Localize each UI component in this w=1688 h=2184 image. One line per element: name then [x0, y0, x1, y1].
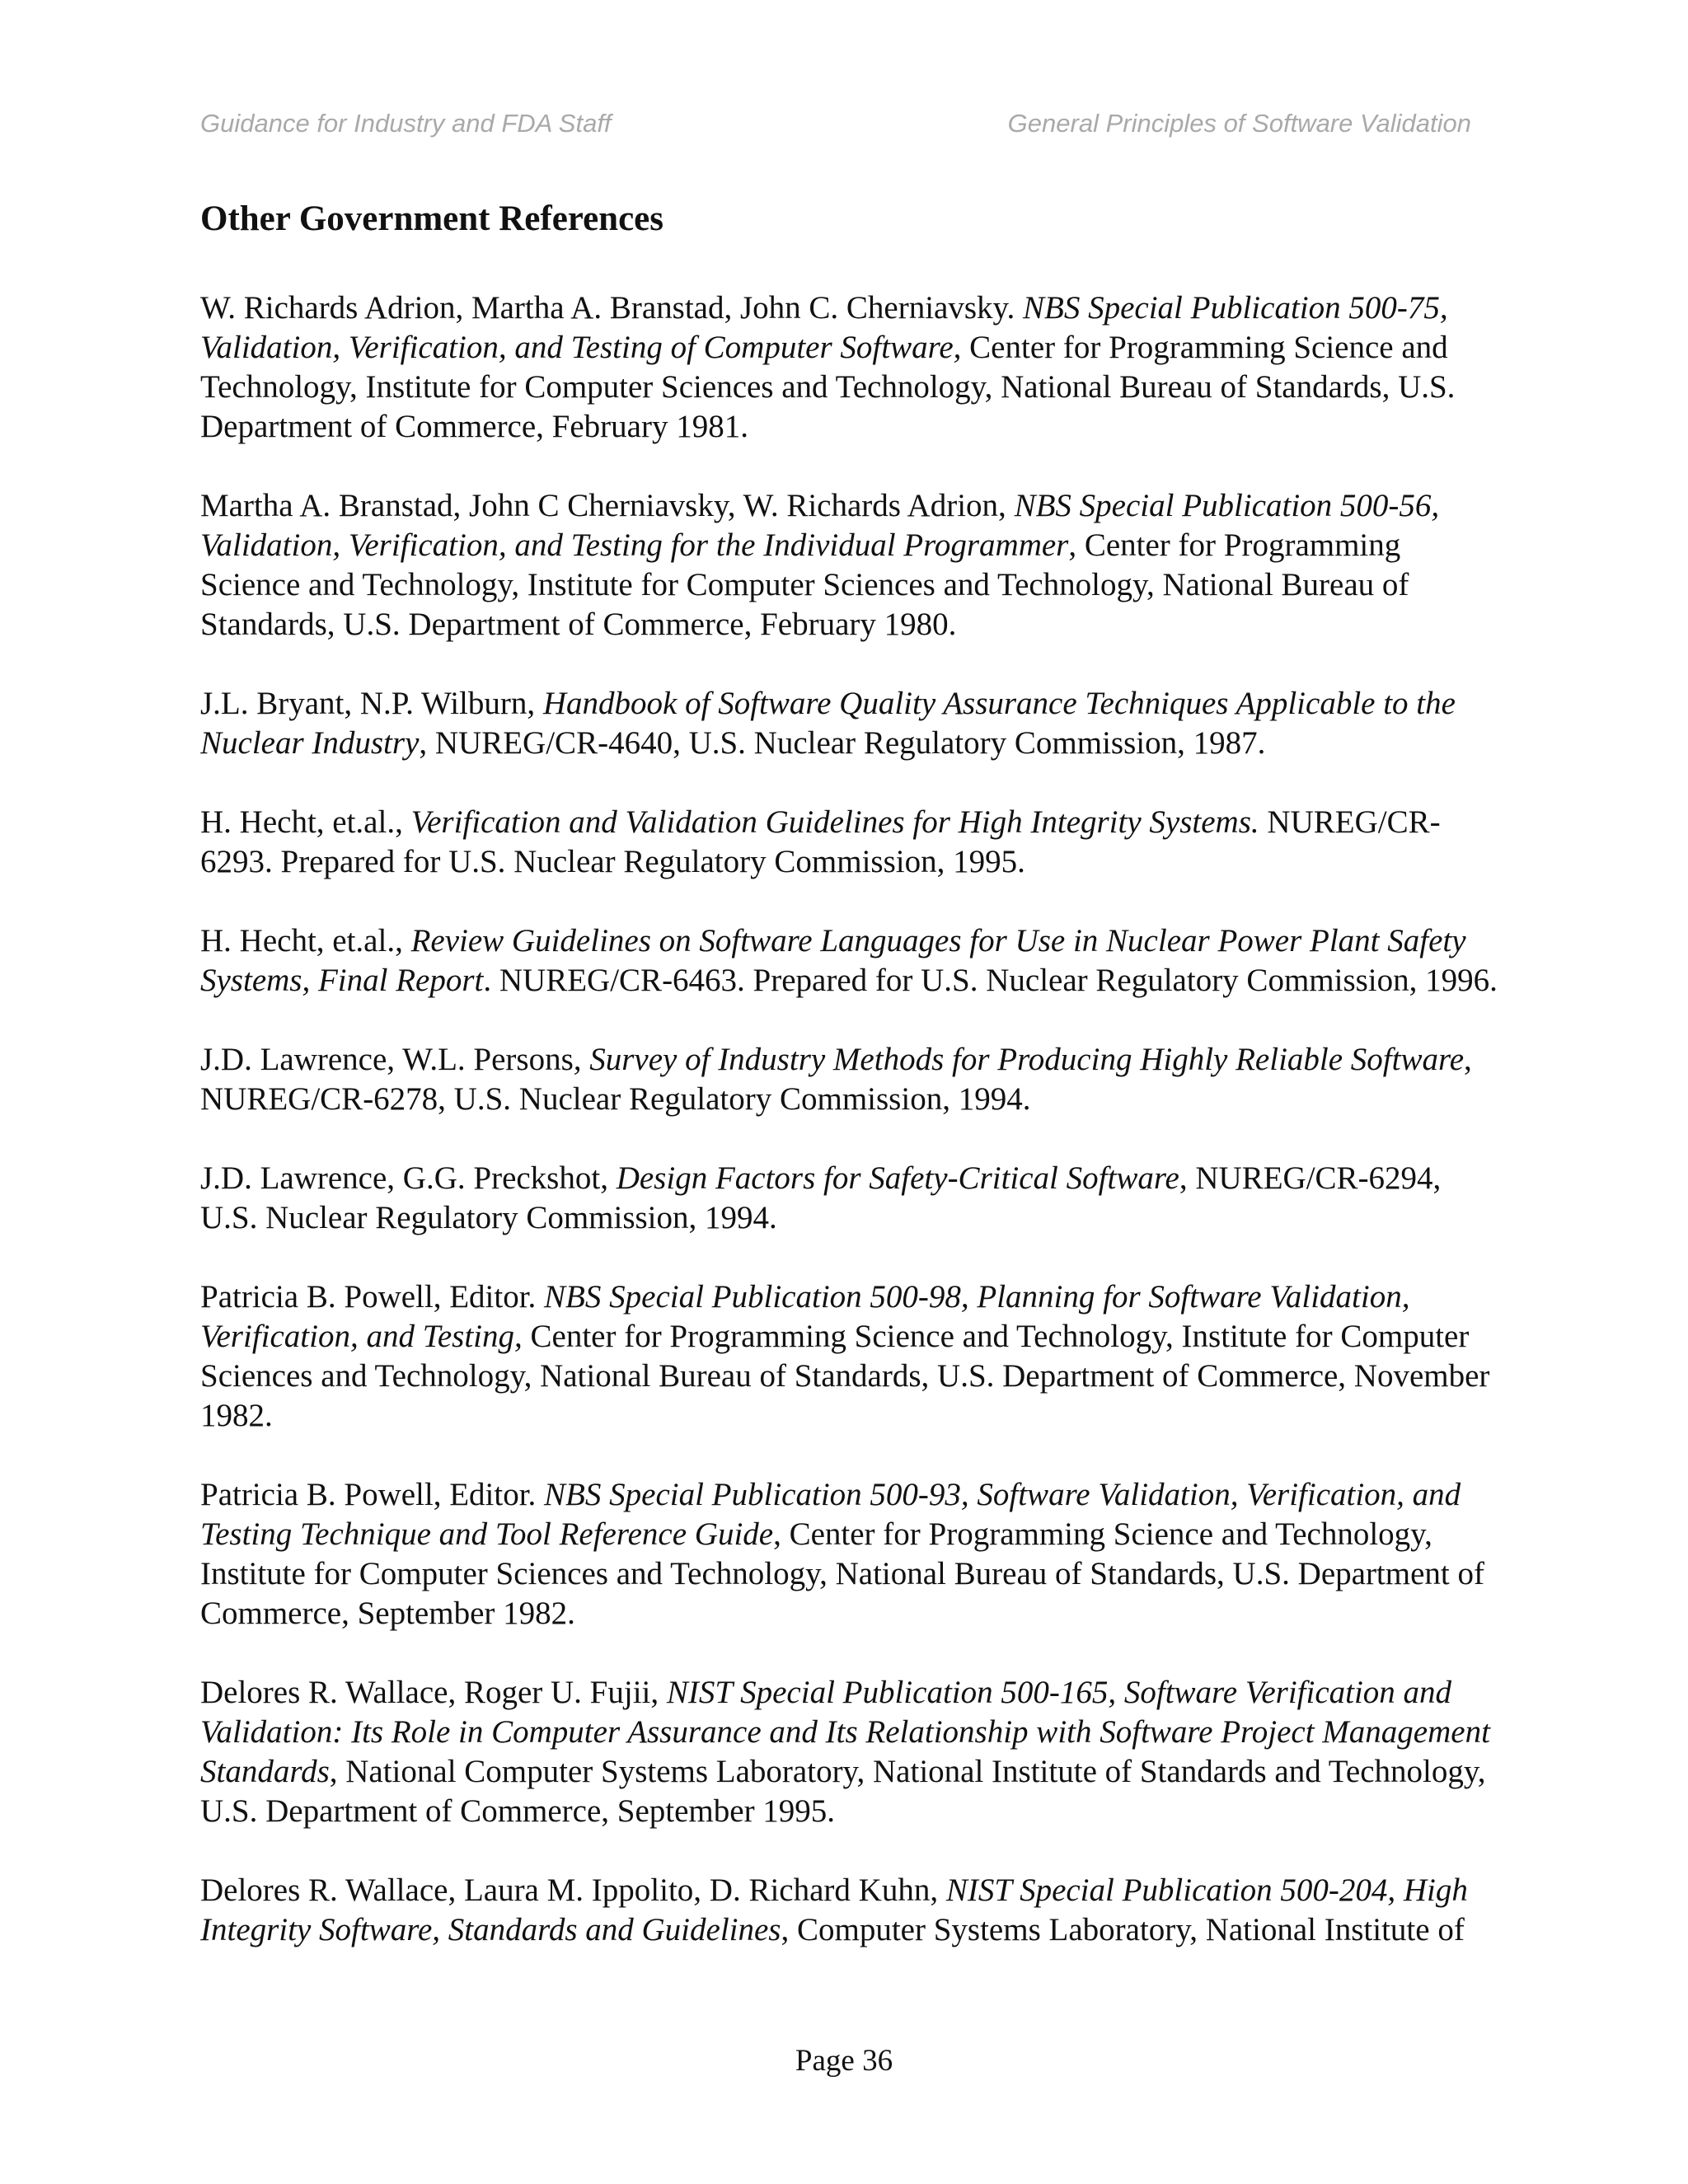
- reference-authors: J.D. Lawrence, G.G. Preckshot,: [200, 1160, 617, 1196]
- reference-authors: H. Hecht, et.al.,: [200, 804, 411, 840]
- reference-item: [200, 1673, 1503, 1831]
- reference-publisher: . NUREG/CR-6463. Prepared for U.S. Nuclear Regulatory Commission, 1996.: [483, 963, 1498, 998]
- reference-title: NBS Special Publication 500-93, Software Validation, Verification, and Testing Technique and Tool Reference Guide: [200, 1477, 1461, 1552]
- reference-item: [200, 288, 1503, 447]
- reference-authors: Patricia B. Powell, Editor.: [200, 1279, 545, 1315]
- reference-publisher: , Center for Programming Science and Technology, Institute for Computer Sciences and Technology, National Bureau of Standards, U.S. Department of Commerce, February 1980.: [200, 527, 1409, 642]
- reference-publisher: , NUREG/CR-4640, U.S. Nuclear Regulatory Commission, 1987.: [419, 725, 1266, 761]
- reference-title: Verification and Validation Guidelines for High Integrity Systems.: [410, 804, 1259, 840]
- reference-item: [200, 1277, 1503, 1436]
- reference-publisher: , NUREG/CR-6294, U.S. Nuclear Regulatory Commission, 1994.: [200, 1160, 1442, 1235]
- reference-title: NIST Special Publication 500-204, High Integrity Software, Standards and Guidelines: [200, 1872, 1468, 1947]
- reference-item: [200, 486, 1503, 644]
- page-number: Page 36: [795, 2044, 893, 2078]
- reference-title: , Survey of Industry Methods for Producing Highly Reliable Software: [573, 1042, 1465, 1077]
- reference-authors: Martha A. Branstad, John C Cherniavsky, W. Richards Adrion,: [200, 488, 1015, 523]
- reference-authors: Delores R. Wallace, Laura M. Ippolito, D. Richard Kuhn,: [200, 1872, 946, 1908]
- reference-item: [200, 803, 1503, 882]
- reference-publisher: , National Computer Systems Laboratory, National Institute of Standards and Technology, U.S. Department of Commerce, September 1995.: [200, 1754, 1486, 1829]
- reference-publisher: NUREG/CR-6293. Prepared for U.S. Nuclear Regulatory Commission, 1995.: [200, 804, 1441, 879]
- header-document-title: Guidance for Industry and FDA Staff: [200, 109, 612, 138]
- reference-publisher: Center for Programming Science and Technology, Institute for Computer Sciences and Technology, National Bureau of Standards, U.S. Department of Commerce, February 1981.: [200, 330, 1456, 444]
- reference-title: NIST Special Publication 500-165, Software Verification and Validation: Its Role in Computer Assurance and Its Relationship with Software Project Management Standards: [200, 1675, 1490, 1789]
- reference-list: [200, 288, 1503, 1994]
- reference-authors: Patricia B. Powell, Editor.: [200, 1477, 545, 1512]
- reference-item: [200, 1159, 1503, 1238]
- reference-title: Handbook of Software Quality Assurance Techniques Applicable to the Nuclear Industry: [200, 686, 1456, 761]
- reference-item: [200, 921, 1503, 1001]
- reference-publisher: Center for Programming Science and Technology, Institute for Computer Sciences and Technology, National Bureau of Standards, U.S. Department of Commerce, November 1982.: [200, 1319, 1490, 1433]
- header-document-subject: General Principles of Software Validation: [1007, 109, 1471, 138]
- running-header: [200, 109, 1471, 145]
- reference-authors: W. Richards Adrion, Martha A. Branstad, John C. Cherniavsky.: [200, 290, 1024, 326]
- reference-publisher: , Center for Programming Science and Technology, Institute for Computer Sciences and Technology, National Bureau of Standards, U.S. Department of Commerce, September 1982.: [200, 1516, 1484, 1631]
- reference-title: Design Factors for Safety-Critical Software: [616, 1160, 1179, 1196]
- reference-item: [200, 684, 1503, 763]
- reference-authors: Delores R. Wallace, Roger U. Fujii,: [200, 1675, 667, 1710]
- reference-title: NBS Special Publication 500-56, Validation, Verification, and Testing for the Individual Programmer: [200, 488, 1440, 563]
- reference-item: [200, 1475, 1503, 1633]
- reference-publisher: , NUREG/CR-6278, U.S. Nuclear Regulatory Commission, 1994.: [200, 1042, 1472, 1117]
- reference-authors: J.L. Bryant, N.P. Wilburn,: [200, 686, 543, 721]
- reference-item: [200, 1040, 1503, 1119]
- reference-authors: H. Hecht, et.al.,: [200, 923, 411, 958]
- reference-authors: J.D. Lawrence, W.L. Persons: [200, 1042, 574, 1077]
- reference-item: [200, 1871, 1503, 1950]
- section-title: Other Government References: [200, 199, 664, 238]
- reference-title: NBS Special Publication 500-75, Validation, Verification, and Testing of Computer Software,: [200, 290, 1448, 365]
- reference-title: NBS Special Publication 500-98, Planning for Software Validation, Verification, and Testing,: [200, 1279, 1410, 1354]
- reference-title: Review Guidelines on Software Languages for Use in Nuclear Power Plant Safety Systems, Final Report: [200, 923, 1466, 998]
- reference-publisher: , Computer Systems Laboratory, National Institute of: [781, 1912, 1465, 1947]
